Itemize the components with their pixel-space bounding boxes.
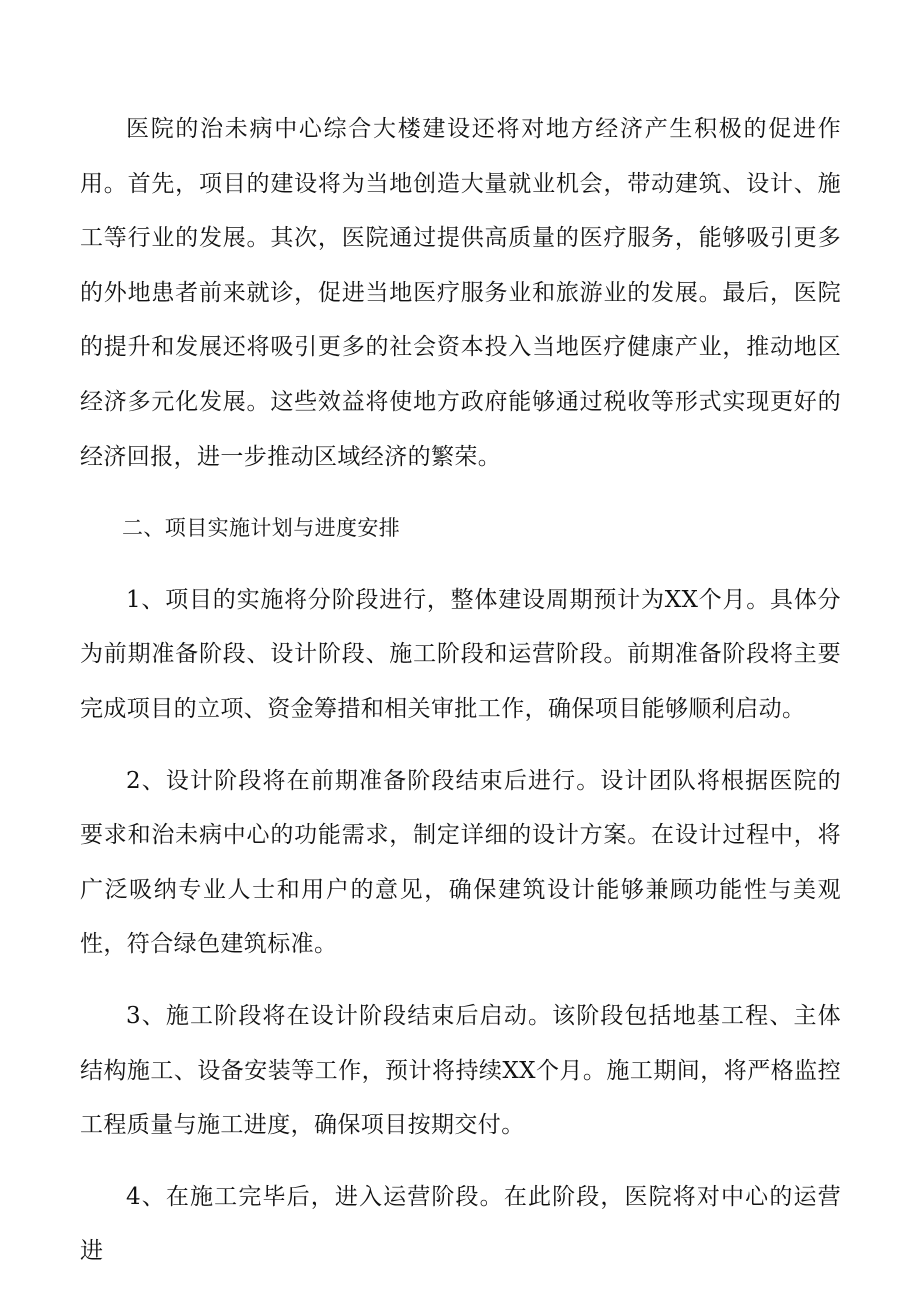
list-item-3: 3、施工阶段将在设计阶段结束后启动。该阶段包括地基工程、主体结构施工、设备安装等工作，预计将持续XX个月。施工期间，将严格监控工程质量与施工进度，确保项目按期交付。	[80, 1002, 841, 1139]
intro-paragraph: 医院的治未病中心综合大楼建设还将对地方经济产生积极的促进作用。首先，项目的建设将为当地创造大量就业机会，带动建筑、设计、施工等行业的发展。其次，医院通过提供高质量的医疗服务，能够吸引更多的外地患者前来就诊，促进当地医疗服务业和旅游业的发展。最后，医院的提升和发展还将吸引更多的社会资本投入当地医疗健康产业，推动地区经济多元化发展。这些效益将使地方政府能够通过税收等形式实现更好的经济回报，进一步推动区域经济的繁荣。	[80, 116, 841, 470]
section-heading: 二、项目实施计划与进度安排	[122, 516, 401, 541]
section-block	[80, 501, 841, 556]
list-item-1: 1、项目的实施将分阶段进行，整体建设周期预计为XX个月。具体分为前期准备阶段、设计阶段、施工阶段和运营阶段。前期准备阶段将主要完成项目的立项、资金筹措和相关审批工作，确保项目能够顺利启动。	[80, 586, 841, 722]
list-item-4: 4、在施工完毕后，进入运营阶段。在此阶段，医院将对中心的运营进	[80, 1183, 841, 1265]
document-page	[80, 102, 841, 1279]
list-item-2: 2、设计阶段将在前期准备阶段结束后进行。设计团队将根据医院的要求和治未病中心的功能需求，制定详细的设计方案。在设计过程中，将广泛吸纳专业人士和用户的意见，确保建筑设计能够兼顾功能性与美观性，符合绿色建筑标准。	[80, 767, 841, 958]
